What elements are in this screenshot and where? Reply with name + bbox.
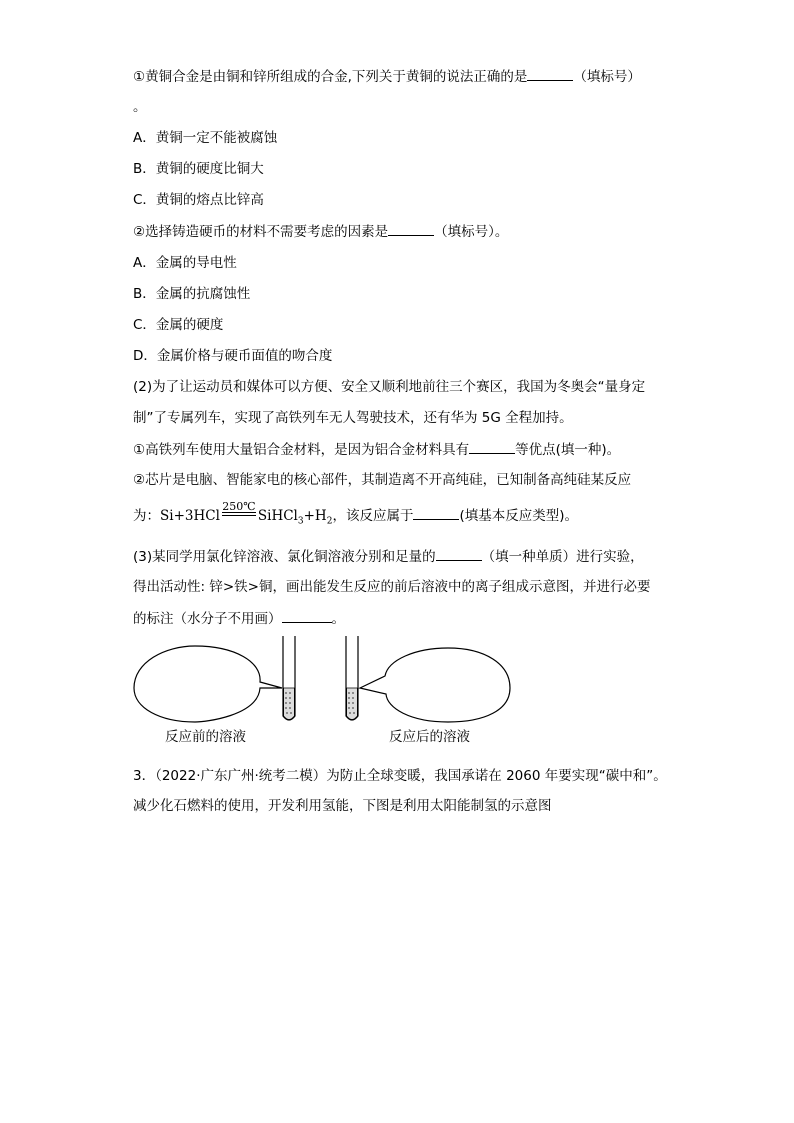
q1-option-c: C．黄铜的熔点比锌高 xyxy=(133,192,264,208)
part3-line1-text: (3)某同学用氯化锌溶液、氯化铜溶液分别和足量的 xyxy=(133,549,436,565)
q2-option-c: C．金属的硬度 xyxy=(133,317,224,333)
reaction-arrow xyxy=(222,501,256,516)
answer-blank[interactable] xyxy=(527,66,573,81)
part3-line1-tail: （填一种单质）进行实验， xyxy=(481,549,644,565)
product-a-formula: SiHCl xyxy=(257,508,298,524)
q2-stem-text: ②选择铸造硬币的材料不需要考虑的因素是 xyxy=(133,224,389,240)
q2-stem-tail: （填标号）。 xyxy=(434,224,509,240)
part3-line3-text: 的标注（水分子不用画） xyxy=(133,611,282,627)
test-tube-right xyxy=(346,636,358,720)
part2-sub1-tail: 等优点(填一种)。 xyxy=(515,442,621,458)
bubble-after xyxy=(360,648,510,722)
caption-after: 反应后的溶液 xyxy=(389,729,470,745)
q2-option-b: B．金属的抗腐蚀性 xyxy=(133,286,251,302)
answer-blank[interactable] xyxy=(388,221,434,236)
part3-line3-tail: 。 xyxy=(331,611,345,627)
equation-tail: (填基本反应类型)。 xyxy=(459,508,578,524)
product-a-subscript: 3 xyxy=(297,516,304,527)
q1-stem-end: 。 xyxy=(133,99,147,115)
caption-before: 反应前的溶液 xyxy=(165,729,246,745)
product-b-formula: +H xyxy=(303,508,327,524)
diagram-svg xyxy=(130,632,530,727)
part2-sub2-line1: ②芯片是电脑、智能家电的核心部件，其制造离不开高纯硅，已知制备高纯硅某反应 xyxy=(133,472,632,488)
q1-option-b: B．黄铜的硬度比铜大 xyxy=(133,161,264,177)
q2-option-a: A．金属的导电性 xyxy=(133,255,237,271)
q3-line2: 减少化石燃料的使用，开发利用氢能，下图是利用太阳能制氢的示意图 xyxy=(133,798,552,814)
solution-diagram xyxy=(130,632,530,731)
answer-blank[interactable] xyxy=(469,439,515,454)
q3-line1: 3．（2022·广东广州·统考二模）为防止全球变暖，我国承诺在 2060 年要实现“碳中和”。 xyxy=(133,768,667,784)
reaction-condition: 250℃ xyxy=(222,500,256,513)
part2-sub2-equation-line xyxy=(133,500,578,532)
q1-stem-tail: （填标号） xyxy=(573,69,641,85)
answer-blank[interactable] xyxy=(413,505,459,520)
part2-sub1-text: ①高铁列车使用大量铝合金材料，是因为铝合金材料具有 xyxy=(133,442,470,458)
test-tube-left xyxy=(283,636,295,720)
product-b-subscript: 2 xyxy=(326,516,333,527)
part2-para-line2: 制”了专属列车，实现了高铁列车无人驾驶技术，还有华为 5G 全程加持。 xyxy=(133,410,573,426)
q2-stem xyxy=(133,221,508,242)
q1-stem-text: ①黄铜合金是由铜和锌所组成的合金,下列关于黄铜的说法正确的是 xyxy=(133,69,528,85)
part3-line3 xyxy=(133,608,345,629)
q1-stem xyxy=(133,66,641,87)
equation-after: ，该反应属于 xyxy=(332,508,414,524)
equation-reactants: Si+3HCl xyxy=(160,508,220,524)
q1-option-a: A．黄铜一定不能被腐蚀 xyxy=(133,130,278,146)
part3-line2: 得出活动性: 锌>铁>铜，画出能发生反应的前后溶液中的离子组成示意图，并进行必要 xyxy=(133,579,651,595)
part3-line1 xyxy=(133,546,644,567)
equation-product-a xyxy=(257,508,304,527)
part2-para-line1: (2)为了让运动员和媒体可以方便、安全又顺利地前往三个赛区，我国为冬奥会“量身定 xyxy=(133,379,646,395)
bubble-before xyxy=(134,646,282,722)
equals-sign xyxy=(222,512,256,516)
answer-blank[interactable] xyxy=(436,546,482,561)
equation-product-b xyxy=(303,508,333,527)
part2-sub1 xyxy=(133,439,620,460)
equation-prefix: 为： xyxy=(133,508,160,524)
answer-blank[interactable] xyxy=(282,608,332,623)
q2-option-d: D．金属价格与硬币面值的吻合度 xyxy=(133,348,333,364)
